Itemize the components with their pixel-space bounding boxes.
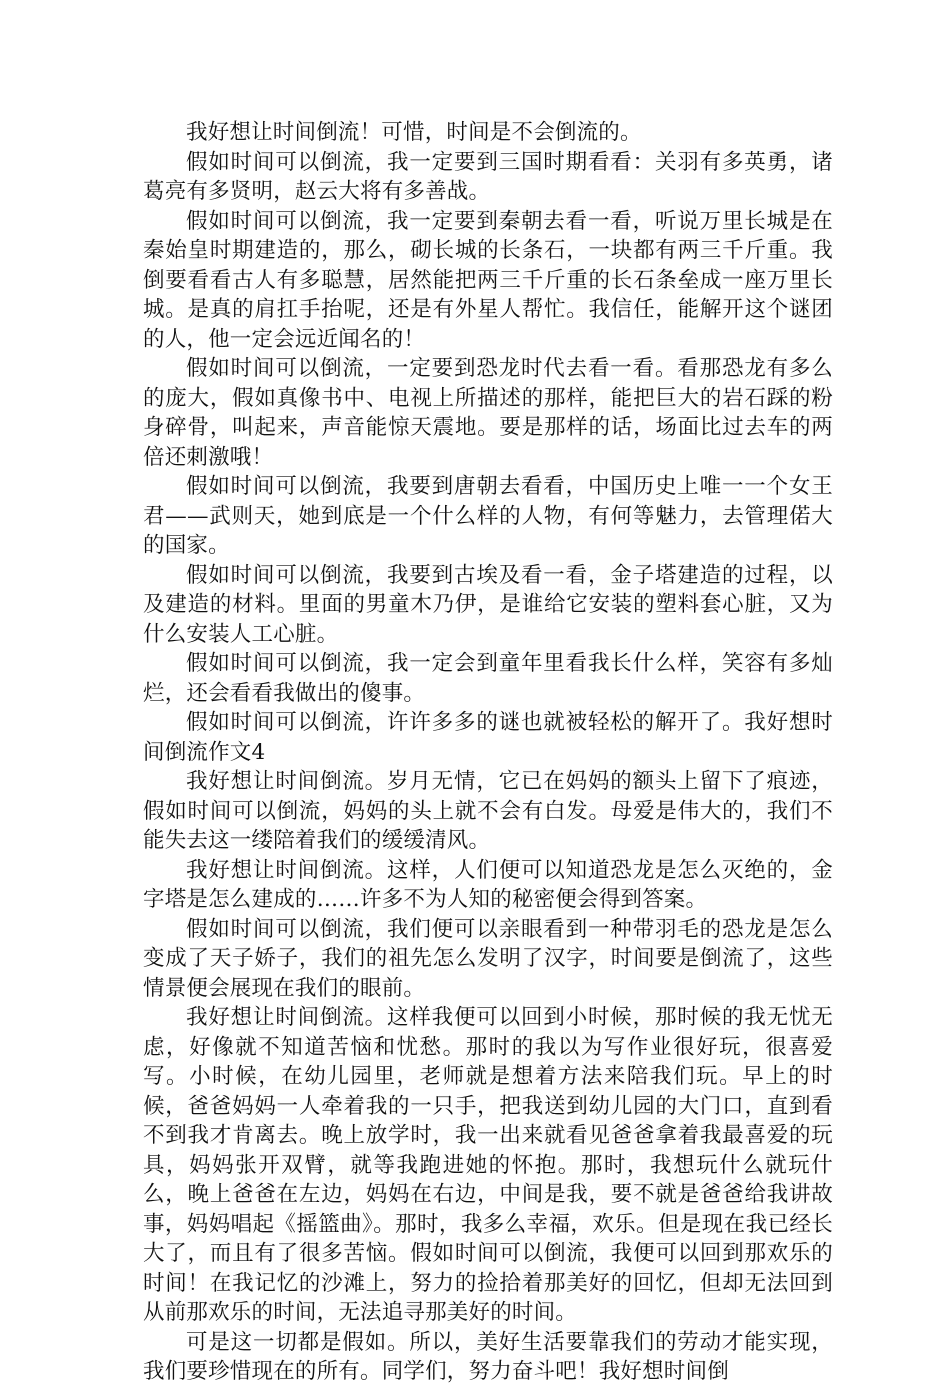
paragraph-5: 假如时间可以倒流，我要到唐朝去看看，中国历史上唯一一个女王君——武则天，她到底是一个什么样的人物，有何等魅力，去管理偌大的国家。 <box>143 474 833 558</box>
paragraph-1: 我好想让时间倒流！可惜，时间是不会倒流的。 <box>186 120 642 145</box>
paragraph-9: 我好想让时间倒流。岁月无情，它已在妈妈的额头上留下了痕迹，假如时间可以倒流，妈妈的头上就不会有白发。母爱是伟大的，我们不能失去这一缕陪着我们的缓缓清风。 <box>143 769 833 853</box>
paragraph-3: 假如时间可以倒流，我一定要到秦朝去看一看，听说万里长城是在秦始皇时期建造的，那么，砌长城的长条石，一块都有两三千斤重。我倒要看看古人有多聪慧，居然能把两三千斤重的长石条垒成一座万里长城。是真的肩扛手抬呢，还是有外星人帮忙。我信任，能解开这个谜团的人，他一定会远近闻名的！ <box>143 208 833 352</box>
paragraph-2: 假如时间可以倒流，我一定要到三国时期看看：关羽有多英勇，诸葛亮有多贤明，赵云大将有多善战。 <box>143 149 833 204</box>
paragraph-10: 我好想让时间倒流。这样，人们便可以知道恐龙是怎么灭绝的，金字塔是怎么建成的……许多不为人知的秘密便会得到答案。 <box>143 857 833 912</box>
document-page <box>143 118 833 1387</box>
paragraph-6: 假如时间可以倒流，我要到古埃及看一看，金子塔建造的过程，以及建造的材料。里面的男童木乃伊，是谁给它安装的塑料套心脏，又为什么安装人工心脏。 <box>143 562 833 647</box>
paragraph-11: 假如时间可以倒流，我们便可以亲眼看到一种带羽毛的恐龙是怎么变成了天子娇子，我们的祖先怎么发明了汉字，时间要是倒流了，这些情景便会展现在我们的眼前。 <box>143 916 833 1001</box>
paragraph-4: 假如时间可以倒流，一定要到恐龙时代去看一看。看那恐龙有多么的庞大，假如真像书中、电视上所描述的那样，能把巨大的岩石踩的粉身碎骨，叫起来，声音能惊天震地。要是那样的话，场面比过去车的两倍还刺激哦！ <box>143 356 833 470</box>
paragraph-7: 假如时间可以倒流，我一定会到童年里看我长什么样，笑容有多灿烂，还会看看我做出的傻事。 <box>143 651 833 706</box>
paragraph-8: 假如时间可以倒流，许许多多的谜也就被轻松的解开了。我好想时间倒流作文4 <box>143 710 833 765</box>
paragraph-12: 我好想让时间倒流。这样我便可以回到小时候，那时候的我无忧无虑，好像就不知道苦恼和忧愁。那时的我以为写作业很好玩，很喜爱写。小时候，在幼儿园里，老师就是想着方法来陪我们玩。早上的时候，爸爸妈妈一人牵着我的一只手，把我送到幼儿园的大门口，直到看不到我才肯离去。晚上放学时，我一出来就看见爸爸拿着我最喜爱的玩具，妈妈张开双臂，就等我跑进她的怀抱。那时，我想玩什么就玩什么，晚上爸爸在左边，妈妈在右边，中间是我，要不就是爸爸给我讲故事，妈妈唱起《摇篮曲》。那时，我多么幸福，欢乐。但是现在我已经长大了，而且有了很多苦恼。假如时间可以倒流，我便可以回到那欢乐的时间！在我记忆的沙滩上，努力的捡拾着那美好的回忆，但却无法回到从前那欢乐的时间，无法追寻那美好的时间。 <box>143 1005 833 1325</box>
paragraph-13: 可是这一切都是假如。所以，美好生活要靠我们的劳动才能实现，我们要珍惜现在的所有。同学们，努力奋斗吧！我好想时间倒 <box>143 1329 833 1384</box>
